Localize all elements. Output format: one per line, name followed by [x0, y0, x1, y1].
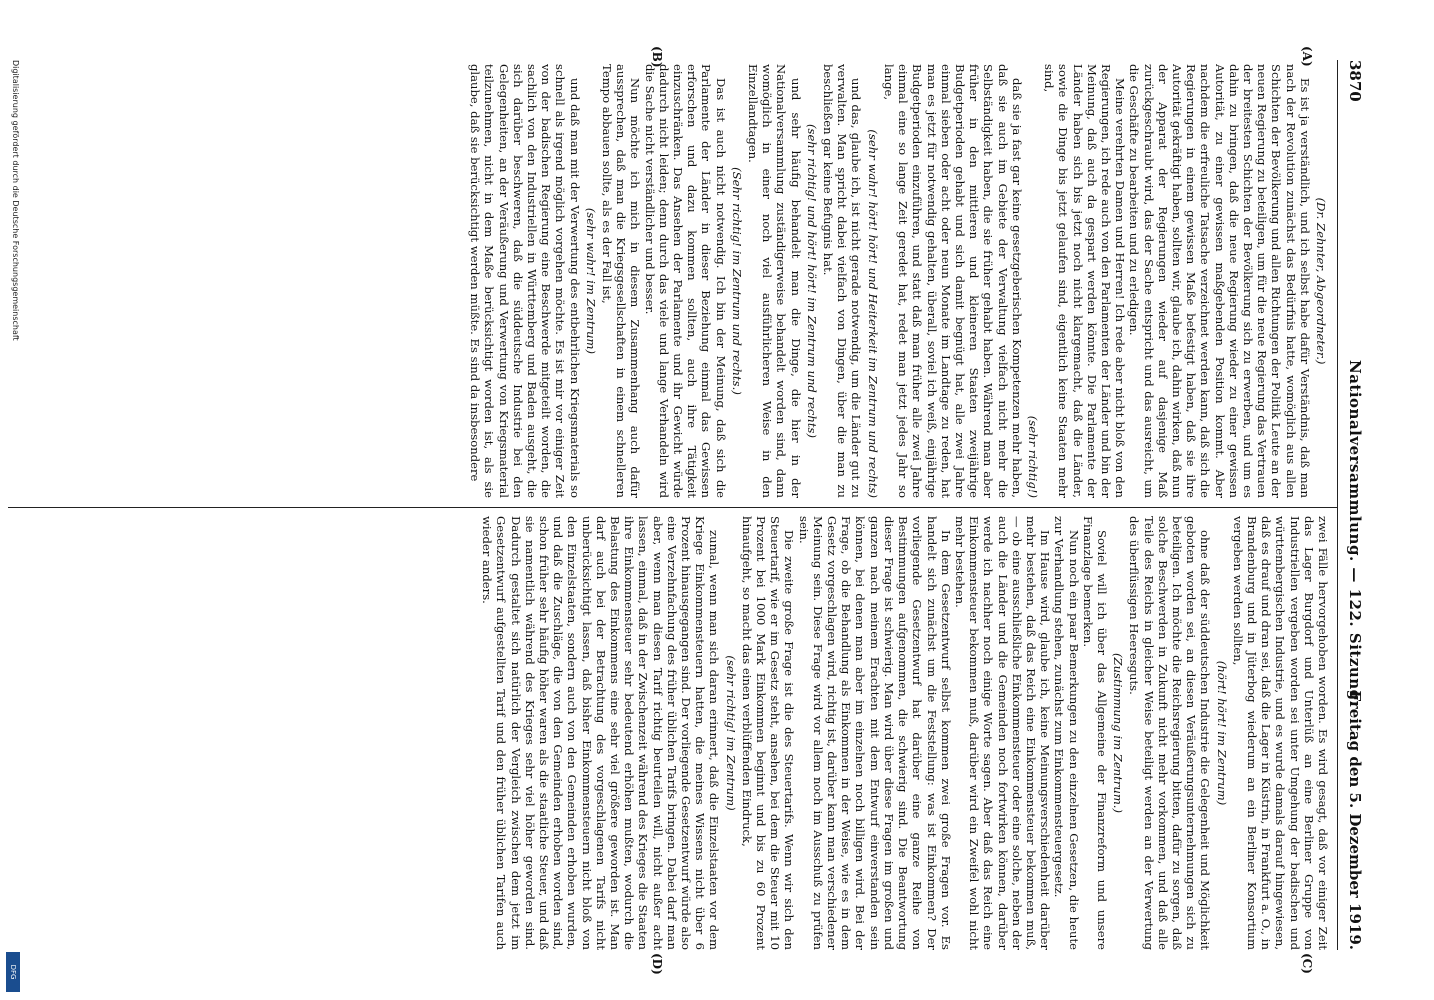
margin-mark-b: (B): [650, 46, 664, 68]
paragraph: Nun möchte ich mich in diesem Zusammenhang auch dafür aussprechen, daß man die Kriegsgesellschaften in einem schnelleren Tempo abbauen sollte, als es der Fall ist,: [600, 64, 643, 498]
page-header: [1340, 60, 1364, 950]
margin-mark-d: (D): [650, 953, 664, 975]
session-date: Freitag den 5. Dezember 1919.: [1346, 690, 1364, 950]
paragraph: und daß man mit der Verwertung des entbehrlichen Kriegsmaterials so schnell als irgend möglich vorgehen möchte. Es ist mir vor einiger Zeit von der badischen Regierung eine Beschwerde mitgeteilt worden, die sachlich von den Industriellen in Württemberg und Baden ausgeht, die sich darüber beschweren, daß die süddeutsche Industrie bei den Gelegenheiten, an der Veräußerung und Verwertung von Kriegsmaterial teilzunehmen, nicht in dem Maße berücksichtigt worden ist, als sie glaube, daß sie berücksichtigt werden müßte. Es sind da insbesondere: [468, 64, 582, 498]
interjection: (Zustimmung im Zentrum.): [1111, 652, 1126, 814]
left-column: [20, 64, 1330, 498]
paragraph: daß sie ja fast gar keine gesetzgeberischen Kompetenzen mehr haben, daß sie auch im Gebiete der Verwaltung vielfach nicht mehr die Selbständigkeit haben, die sie früher gehabt haben. Während man aber früher in den mittleren und kleineren Staaten zweijährige Budgetperioden gehabt und sich damit begnügt hat, alle zwei Jahre einmal sieben oder acht oder neun Monate im Landtage zu reden, hat man es jetzt für notwendig gehalten, überall, soviel ich weiß, einjährige Budgetperioden einzuführen, und statt daß man früher alle zwei Jahre einmal eine so lange Zeit geredet hat, redet man jetzt jedes Jahr so lange,: [881, 64, 1024, 498]
paragraph: Die zweite große Frage ist die des Steuertarifs. Wenn wir sich den Steuertarif, wie er im Gesetz steht, ansehen, bei dem die Steuer mit 10 Prozent bei 1000 Mark Einkommen beginnt und bis zu 60 Prozent hinaufgeht, so macht das einen verblüffenden Eindruck,: [739, 516, 797, 950]
column-divider: [8, 507, 1338, 508]
paragraph: und sehr häufig behandelt man die Dinge, die hier in der Nationalversammlung zuständigerweise behandelt worden sind, dann womöglich in einer noch viel ausführlicheren Weise in den Einzellandtagen.: [746, 64, 803, 498]
paragraph: Im Hause wird, glaube ich, keine Meinungsverschiedenheit darüber mehr bestehen, daß das Reich eine Einkommensteuer bekommen muß, — ob eine ausschließliche Einkommensteuer oder eine solche, neben der auch die Länder und die Gemeinden noch fortwirken können, darüber werde ich nachher noch einige Worte sagen. Aber daß das Reich eine Einkommensteuer bekommen muß, darüber wird ein Zweifel wohl nicht mehr bestehen.: [952, 516, 1053, 950]
header-rule: [1337, 60, 1338, 950]
margin-mark-c: (C): [1300, 953, 1314, 974]
funding-note: Digitalisierung gefördert durch die Deutsche Forschungsgemeinschaft: [11, 60, 20, 341]
session-title: Nationalversammlung. — 122. Sitzung.: [1346, 360, 1364, 707]
page-number: 3870: [1346, 60, 1364, 102]
paragraph: In dem Gesetzentwurf selbst kommen zwei große Fragen vor. Es handelt sich zunächst um die Feststellung: was ist Einkommen? Der vorliegende Gesetzentwurf hat darüber eine ganze Reihe von Bestimmungen aufgenommen, die schwierig sind. Die Beantwortung dieser Frage ist schwierig. Man wird über diese Fragen im großen und ganzen nach meinem Erachten mit dem Entwurf einverstanden sein können, bei denen man aber im einzelnen noch billigen wird. Bei der Frage, ob die Behandlung als Einkommen in der Weise, wie es in dem Gesetz vorgeschlagen wird, richtig ist, darüber kann man verschiedener Meinung sein. Diese Frage wird vor allem noch im Ausschuß zu prüfen sein.: [796, 516, 953, 950]
paragraph: Das ist auch nicht notwendig. Ich bin der Meinung, daß sich die Parlamente der Länder in dieser Beziehung einmal das Gewissen erforschen und dazu kommen sollten, auch ihre Tätigkeit einzuschränken. Das Ansehen der Parlamente und ihr Gewicht würde dadurch nicht leiden; denn durch das viele und lange Verhandeln wird die Sache nicht verständlicher und besser.: [642, 64, 728, 498]
paragraph: ohne daß der süddeutschen Industrie die Gelegenheit und Möglichkeit geboten worden sei, an diesen Veräußerungsunternehmungen sich zu beteiligen. Ich möchte die Reichsregierung bitten, dafür zu sorgen, daß solche Beschwerden in Zukunft nicht mehr vorkommen, und daß alle Teile des Reichs in gleicher Weise beteiligt werden an der Verwertung des überflüssigen Heeresguts.: [1127, 516, 1213, 950]
interjection: (sehr richtig!): [1025, 415, 1040, 498]
paragraph: und das, glaube ich, ist nicht gerade notwendig, um die Länder gut zu verwalten. Man spricht dabei vielfach von Dingen, über die man zu beschließen gar keine Befugnis hat.: [821, 64, 864, 498]
paragraph: Soviel will ich über das Allgemeine der Finanzreform und unsere Finanzlage bemerken.: [1080, 516, 1109, 950]
paragraph: Es ist ja verständlich, und ich selbst habe dafür Verständnis, daß man nach der Revolution zunächst das Bedürfnis hatte, womöglich aus allen Schichten der Bevölkerung und allen Richtungen der Politik Leute an der neuen Regierung zu beteiligen, um für die neue Regierung das Vertrauen der breitesten Schichten der Bevölkerung sich zu erwerben, und um es dahin zu bringen, daß die neue Regierung wieder zu einer gewissen Autorität, zu einer gewissen maßgebenden Position kommt. Aber nachdem die erfreuliche Tatsache verzeichnet werden kann, daß sich die Regierungen in einem gewissen Maße befestigt haben, daß sie ihre Autorität gekräftigt haben, sollten wir, glaube ich, dahin wirken, daß nun der Apparat der Regierungen wieder auf dasjenige Maß zurückgeschraubt wird, das der Sache entspricht und das ausreicht, um die Geschäfte zu bearbeiten und zu erledigen.: [1127, 64, 1312, 498]
page-footer: [4, 60, 20, 980]
interjection: (sehr richtig! im Zentrum): [723, 655, 738, 811]
interjection: (sehr wahr! im Zentrum): [583, 207, 598, 355]
paragraph: zwei Fälle hervorgehoben worden. Es wird gesagt, daß vor einiger Zeit das Lager Burgdorf und Unterlüß an eine Berliner Gruppe von Industriellen vergeben worden sei unter Umgehung der badischen und württembergischen Industrie, und es wurde damals darauf hingewiesen, daß es drauf und dran sei, daß die Lager in Küstrin, in Frankfurt a. O., in Brandenburg und in Jüterbog wiederum an ein Berliner Konsortium vergeben werden sollten,: [1230, 516, 1330, 950]
dfg-logo-icon: DFG: [6, 952, 20, 992]
paragraph: Nun noch ein paar Bemerkungen zu den einzelnen Gesetzen, die heute zur Verhandlung stehen, zunächst zum Einkommensteuergesetz.: [1052, 516, 1081, 950]
interjection: (sehr richtig! und hört! hört! im Zentrum und rechts): [804, 123, 819, 439]
right-column: [20, 516, 1330, 950]
interjection: (Sehr richtig! im Zentrum und rechts.): [729, 167, 744, 395]
margin-mark-a: (A): [1300, 46, 1314, 67]
speaker-label: (Dr. Zehnter, Abgeordneter.): [1314, 197, 1328, 365]
interjection: (hört! hört! im Zentrum): [1214, 660, 1229, 806]
paragraph: Meine verehrten Damen und Herren! Ich rede aber nicht bloß von den Regierungen, ich rede auch von den Parlamenten der Länder und bin der Meinung, daß auch da gespart werden könnte. Die Parlamente der Länder haben sich bis jetzt noch nicht klargemacht, daß die Länder, sowie die Dinge bis jetzt gelaufen sind, eigentlich keine Staaten mehr sind,: [1042, 64, 1128, 498]
interjection: (sehr wahr! hört! hört! und Heiterkeit im Zentrum und rechts): [865, 129, 880, 498]
paragraph: zumal, wenn man sich daran erinnert, daß die Einzelstaaten vor dem Kriege Einkommensteuern hatten, die meines Wissens nicht über 6 Prozent hinausgegangen sind. Der vorliegende Gesetzentwurf würde also eine Verzehnfachung des früher üblichen Tarifs bringen. Dabei darf man aber, wenn man diesen Tarif richtig beurteilen will, nicht außer acht lassen, einmal, daß in der Zwischenzeit während des Krieges die Staaten ihre Einkommensteuer sehr bedeutend erhöhen mußten, wodurch die Belastung des Einkommens eine sehr viel größere geworden ist. Man darf auch bei der Betrachtung des vorgeschlagenen Tarifs nicht unberücksichtigt lassen, daß bisher Einkommensteuern nicht bloß von den Einzelstaaten, sondern auch von den Gemeinden erhoben wurden, und daß die Zuschläge, die von den Gemeinden erhoben worden sind, schon früher sehr häufig höher waren als die staatliche Steuer, und daß sie namentlich während des Krieges sehr viel höher geworden sind. Dadurch gestaltet sich natürlich der Vergleich zwischen dem jetzt im Gesetzentwurf aufgestellten Tarif und den früher üblichen Tarifen auch wieder anders.: [480, 516, 722, 950]
